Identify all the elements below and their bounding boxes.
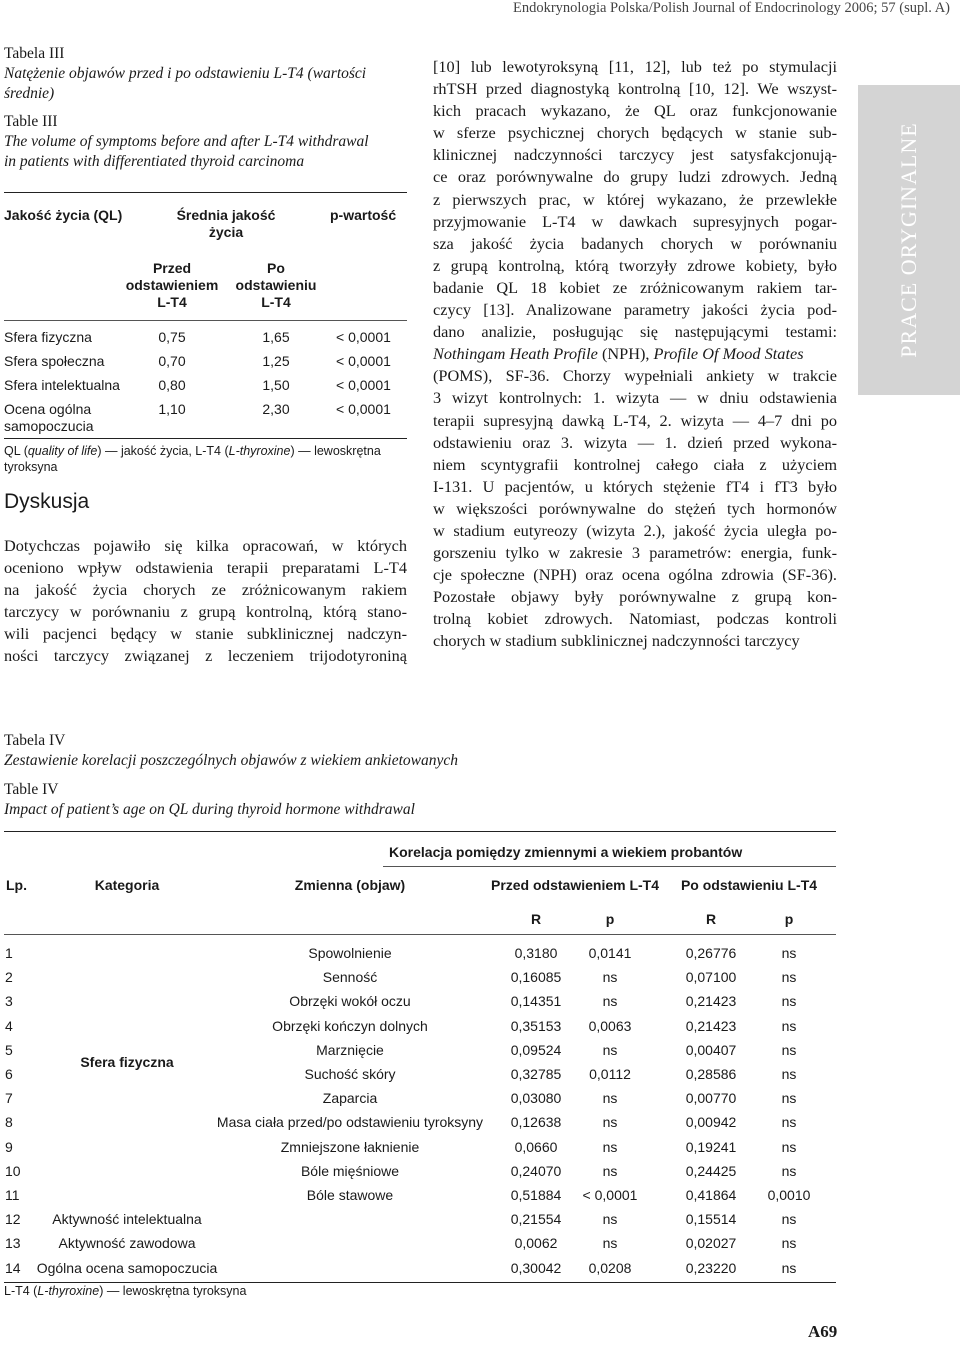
table4-cell-lp: 5: [5, 1042, 13, 1058]
table4-cell-p-after: ns: [781, 1260, 797, 1276]
table3-row: [4, 377, 120, 394]
text-line: z grupą kontrolną, którą tworzyły zdrowe kobiety, było: [433, 255, 837, 275]
table3-footnote: QL (quality of life) — jakość życia, L-T4 (L-thyroxine) — lewoskrętna tyroksyna: [4, 444, 381, 474]
table4-cell-lp: 2: [5, 969, 13, 985]
table4-cell-p-after: ns: [781, 945, 797, 961]
text-line-tests: [433, 343, 837, 365]
table3-cell-before: 0,80: [158, 377, 186, 393]
table4-cell-p-before: ns: [602, 1139, 618, 1155]
table4-cell-lp: 3: [5, 993, 13, 1009]
text-line: kich pracach wykazano, że QL oraz funkcjonowanie: [433, 101, 837, 121]
table4-cell-p-after: ns: [781, 1018, 797, 1034]
discussion-right-column: [433, 56, 837, 653]
table4-cell-r-after: 0,26776: [685, 945, 737, 961]
text-line: gorszeniu tylko w zakresie 3 parametrów: energia, funk-: [433, 543, 837, 563]
text-line: tarczycy w porównaniu z grupą kontrolną, którą stano-: [4, 602, 407, 622]
table4-cell-p-after: ns: [781, 1066, 797, 1082]
text-line: ce oraz porównywalne do grupy ludzi zdrowych. Jedną: [433, 167, 837, 187]
nph-name: Nothingam Heath Profile: [433, 344, 598, 364]
section-side-tab: [858, 85, 960, 395]
table3-cell-before: 1,10: [158, 401, 186, 417]
table3-cell-after: 1,65: [262, 329, 290, 345]
table4-caption: [4, 731, 704, 820]
table4-cell-p-before: ns: [602, 1042, 618, 1058]
text-line: terapii supresyjną dawką L-T4, 2. wizyta — 4–7 dni po: [433, 410, 837, 430]
table4-cell-lp: 12: [5, 1211, 21, 1227]
table4-cell-variable: Marznięcie: [316, 1042, 384, 1058]
text-line: w sferze psychicznej chorych będących w stanie sub-: [433, 123, 837, 143]
table4-cell-r-after: 0,21423: [685, 1018, 737, 1034]
table3-title-en-line1: The volume of symptoms before and after L-T4 withdrawal: [4, 133, 369, 150]
text-line: w większości porównywalne do stężeń tych hormonów: [433, 498, 837, 518]
table3-cell-after: 1,50: [262, 377, 290, 393]
table4-cell-r-after: 0,24425: [685, 1163, 737, 1179]
table3-caption: [4, 44, 414, 172]
table3-title-en-line2: in patients with differentiated thyroid carcinoma: [4, 153, 305, 170]
table3-cell-label: Sfera społeczna: [4, 353, 105, 369]
table4-cell-p-before: ns: [602, 1114, 618, 1130]
table4-cell-variable: Senność: [322, 969, 378, 985]
table4-cell-p-before: 0,0208: [588, 1260, 632, 1276]
poms-name: Profile Of Mood States: [653, 344, 804, 364]
table4-header-r-after: R: [705, 911, 717, 927]
table3-cell-p: < 0,0001: [336, 401, 391, 417]
table4-cell-r-after: 0,00770: [685, 1090, 737, 1106]
table3-cell-p: < 0,0001: [336, 353, 391, 369]
table3-cell-label: Sfera fizyczna: [4, 329, 92, 345]
text-line: (POMS), SF-36. Chorzy wypełniali ankiety w trakcie: [433, 366, 837, 386]
table4-title-pl: Zestawienie korelacji poszczególnych objawów z wiekiem ankietowanych: [4, 752, 459, 769]
table4-header-p-after: p: [784, 911, 794, 927]
text-line: rhTSH przed diagnostyką kontrolną [10, 12]. We wszyst-: [433, 79, 837, 99]
table4-cell-p-before: 0,0112: [589, 1066, 631, 1082]
table4-cell-r-before: 0,09524: [510, 1042, 562, 1058]
table4-footnote: L-T4 (L-thyroxine) — lewoskrętna tyroksyna: [4, 1284, 247, 1298]
table3-cell-label: Sfera intelektualna: [4, 377, 120, 393]
table4-cell-lp: 8: [5, 1114, 13, 1130]
table4-cell-p-before: 0,0063: [588, 1018, 632, 1034]
table4-cell-p-after: 0,0010: [767, 1187, 811, 1203]
text-line: [10] lub lewotyroksyną [11, 12], lub też po stymulacji: [433, 57, 837, 76]
table4-cell-r-before: 0,12638: [510, 1114, 562, 1130]
table4-cell-p-after: ns: [781, 1235, 797, 1251]
journal-header: Endokrynologia Polska/Polish Journal of Endocrinology 2006; 57 (supl. A): [513, 0, 950, 16]
table4-cell-r-before: 0,21554: [510, 1211, 562, 1227]
table4-cell-r-after: 0,28586: [685, 1066, 737, 1082]
text-line: oceniono wpływ odstawienia terapii preparatami L-T4: [4, 558, 407, 578]
table4-corr-rule: [383, 866, 836, 867]
text-line: czycy [13]. Analizowane parametry jakości życia pod-: [433, 300, 837, 320]
table4-cell-lp: 13: [5, 1235, 21, 1251]
table3-cell-label: Ocena ogólna: [4, 401, 92, 417]
table4-cell-lp: 10: [5, 1163, 21, 1179]
table4-cell-r-before: 0,30042: [510, 1260, 562, 1276]
table3-cell-before: 0,70: [158, 353, 186, 369]
table4-cell-p-after: ns: [781, 993, 797, 1009]
table4-header-p-before: p: [605, 911, 615, 927]
table4-cell-p-before: ns: [602, 1211, 618, 1227]
table3-title-pl-line2: średnie): [4, 85, 55, 102]
table3-top-rule: [4, 192, 407, 193]
table4-cell-r-before: 0,03080: [510, 1090, 562, 1106]
table3-header-after: Po odstawieniu L-T4: [235, 260, 317, 310]
table4-cell-lp: 9: [5, 1139, 13, 1155]
table3-cell-after: 2,30: [262, 401, 290, 417]
text-line: z pierwszych prac, w której wykazano, że przewlekłe: [433, 189, 837, 209]
table4-cell-variable: Bóle mięśniowe: [300, 1163, 400, 1179]
text-line: sza jakość życia badanych chorych w porównaniu: [433, 233, 837, 253]
text-line: trolną kobiet zdrowych. Natomiast, podczas kontroli: [433, 609, 837, 629]
table4-cell-lp: 14: [5, 1260, 21, 1276]
table4-cell-r-after: 0,02027: [685, 1235, 737, 1251]
text-line: klinicznej nadczynności tarczycy jest satysfakcjonują-: [433, 145, 837, 165]
table4-header-r-before: R: [530, 911, 542, 927]
table4-cell-r-after: 0,15514: [685, 1211, 737, 1227]
table3-cell-label-line2: samopoczucia: [4, 418, 94, 434]
table4-cell-p-before: ns: [602, 969, 618, 985]
text-line: badanie QL 18 kobiet ze zróżnicowanym rakiem tar-: [433, 277, 837, 297]
table4-cell-r-before: 0,16085: [510, 969, 562, 985]
table4-cell-r-before: 0,24070: [510, 1163, 562, 1179]
table4-cell-category: Aktywność zawodowa: [58, 1235, 196, 1251]
text-line: Dotychczas pojawiło się kilka opracowań, w których: [4, 536, 407, 555]
table4-header-correlation: Korelacja pomiędzy zmiennymi a wiekiem probantów: [389, 844, 743, 860]
text-line: przyjmowanie L-T4 w dawkach supresyjnych pogar-: [433, 211, 837, 231]
table3-row: [4, 329, 92, 346]
table4-cell-r-after: 0,00407: [685, 1042, 737, 1058]
table4-cell-p-after: ns: [781, 1163, 797, 1179]
text-line: Pozostałe objawy były porównywalne z grupą kon-: [433, 587, 837, 607]
table3-bottom-rule: [4, 438, 407, 439]
table4-cell-p-before: ns: [602, 1235, 618, 1251]
table4-cell-variable: Zmniejszone łaknienie: [280, 1139, 420, 1155]
text-line: I-131. U pacjentów, u których stężenie fT4 i fT3 było: [433, 476, 837, 496]
table4-cell-r-after: 0,19241: [685, 1139, 737, 1155]
table3-label-pl: Tabela III: [4, 45, 65, 62]
table4-cell-category: Ogólna ocena samopoczucia: [36, 1260, 218, 1276]
table4-top-rule: [4, 831, 836, 832]
table4-cell-lp: 6: [5, 1066, 13, 1082]
table3-cell-p: < 0,0001: [336, 329, 391, 345]
table4-label-en: Table IV: [4, 781, 59, 798]
table4-cell-r-before: 0,3180: [514, 945, 558, 961]
table4-cell-p-after: ns: [781, 1211, 797, 1227]
page-number: A69: [808, 1322, 838, 1341]
table4-cell-r-after: 0,00942: [685, 1114, 737, 1130]
table4-header-category: Kategoria: [94, 877, 160, 893]
table4-group-sfera-fizyczna: Sfera fizyczna: [80, 1054, 174, 1070]
text-line: wili pacjenci będący w stanie subklinicznej nadczyn-: [4, 624, 407, 644]
table3-row: [4, 353, 104, 370]
text-line: cje społeczne (NPH) oraz ocena ogólna zdrowia (SF-36).: [433, 565, 837, 585]
table3-header-ql: Jakość życia (QL): [4, 207, 123, 223]
table4-cell-variable: Suchość skóry: [304, 1066, 396, 1082]
table4-cell-r-after: 0,41864: [685, 1187, 737, 1203]
table4-cell-p-before: 0,0141: [588, 945, 632, 961]
table4-cell-variable: Obrzęki kończyn dolnych: [272, 1018, 428, 1034]
discussion-left-column: [4, 535, 407, 668]
table4-bottom-rule: [4, 1282, 836, 1283]
table4-cell-r-before: 0,0660: [514, 1139, 558, 1155]
table3-cell-before: 0,75: [158, 329, 186, 345]
table4-cell-r-before: 0,0062: [514, 1235, 558, 1251]
table4-cell-p-before: ns: [602, 1090, 618, 1106]
table4-title-en: Impact of patient’s age on QL during thyroid hormone withdrawal: [4, 801, 415, 818]
table4-header-before: Przed odstawieniem L-T4: [490, 877, 660, 893]
table4-cell-p-after: ns: [781, 1042, 797, 1058]
nph-abbr: (NPH),: [597, 344, 654, 364]
table4-header-rule: [4, 934, 836, 935]
table3-header-before: Przed odstawieniem L-T4: [125, 260, 219, 310]
table3-row: [4, 401, 94, 435]
table3-header-rule: [4, 320, 407, 321]
table3-header-pvalue: p-wartość: [330, 207, 397, 223]
table4-header-lp: Lp.: [6, 877, 27, 893]
table4-cell-r-after: 0,21423: [685, 993, 737, 1009]
table3-cell-after: 1,25: [262, 353, 290, 369]
table3-label-en: Table III: [4, 113, 58, 130]
table4-cell-r-before: 0,51884: [510, 1187, 562, 1203]
table4-cell-r-before: 0,14351: [510, 993, 562, 1009]
text-line: niem scyntygrafii kontrolnej całego ciała z użyciem: [433, 454, 837, 474]
table4-cell-variable: Bóle stawowe: [306, 1187, 394, 1203]
table3-title-pl-line1: Natężenie objawów przed i po odstawieniu L-T4 (wartości: [4, 65, 367, 82]
discussion-heading: Dyskusja: [4, 490, 90, 513]
table4-cell-variable: Spowolnienie: [308, 945, 392, 961]
table4-cell-lp: 4: [5, 1018, 13, 1034]
table4-cell-r-before: 0,32785: [510, 1066, 562, 1082]
table4-cell-variable: Zaparcia: [322, 1090, 378, 1106]
table4-cell-p-after: ns: [781, 969, 797, 985]
table4-cell-lp: 1: [5, 945, 13, 961]
section-side-tab-label: PRACE ORYGINALNE: [896, 122, 921, 358]
table4-header-variable: Zmienna (objaw): [294, 877, 406, 893]
text-line: dano analizie, posługując się następującymi testami:: [433, 322, 837, 342]
table4-cell-p-after: ns: [781, 1090, 797, 1106]
table4-cell-variable: Masa ciała przed/po odstawieniu tyroksyny: [216, 1114, 484, 1130]
text-line: ności tarczycy związanej z leczeniem trijodotyroniną: [4, 646, 407, 666]
table4-cell-p-before: ns: [602, 993, 618, 1009]
table4-cell-p-after: ns: [781, 1139, 797, 1155]
table4-label-pl: Tabela IV: [4, 732, 66, 749]
table4-cell-lp: 11: [5, 1187, 20, 1203]
text-line: chorych w stadium subklinicznej nadczynności tarczycy: [433, 631, 800, 651]
table4-header-after: Po odstawieniu L-T4: [680, 877, 818, 893]
table4-cell-category: Aktywność intelektualna: [52, 1211, 202, 1227]
text-line: w stadium eutyreozy (wizyta 2.), jakość życia uległa po-: [433, 520, 837, 540]
table4-cell-p-before: ns: [602, 1163, 618, 1179]
table4-cell-p-before: < 0,0001: [582, 1187, 638, 1203]
table3-cell-p: < 0,0001: [336, 377, 391, 393]
table4-cell-lp: 7: [5, 1090, 13, 1106]
table4-cell-variable: Obrzęki wokół oczu: [289, 993, 411, 1009]
text-line: odstawieniu oraz 3. wizyta — 1. dzień przed wykona-: [433, 432, 837, 452]
table4-cell-r-after: 0,07100: [685, 969, 737, 985]
text-line: 3 wizyt kontrolnych: 1. wizyta — w dniu odstawienia: [433, 388, 837, 408]
table4-cell-r-after: 0,23220: [685, 1260, 737, 1276]
text-line: na jakość życia chorych ze zróżnicowanym rakiem: [4, 580, 407, 600]
table3-header-mean: Średnia jakość życia: [176, 207, 276, 240]
table4-cell-p-after: ns: [781, 1114, 797, 1130]
table4-cell-r-before: 0,35153: [510, 1018, 562, 1034]
